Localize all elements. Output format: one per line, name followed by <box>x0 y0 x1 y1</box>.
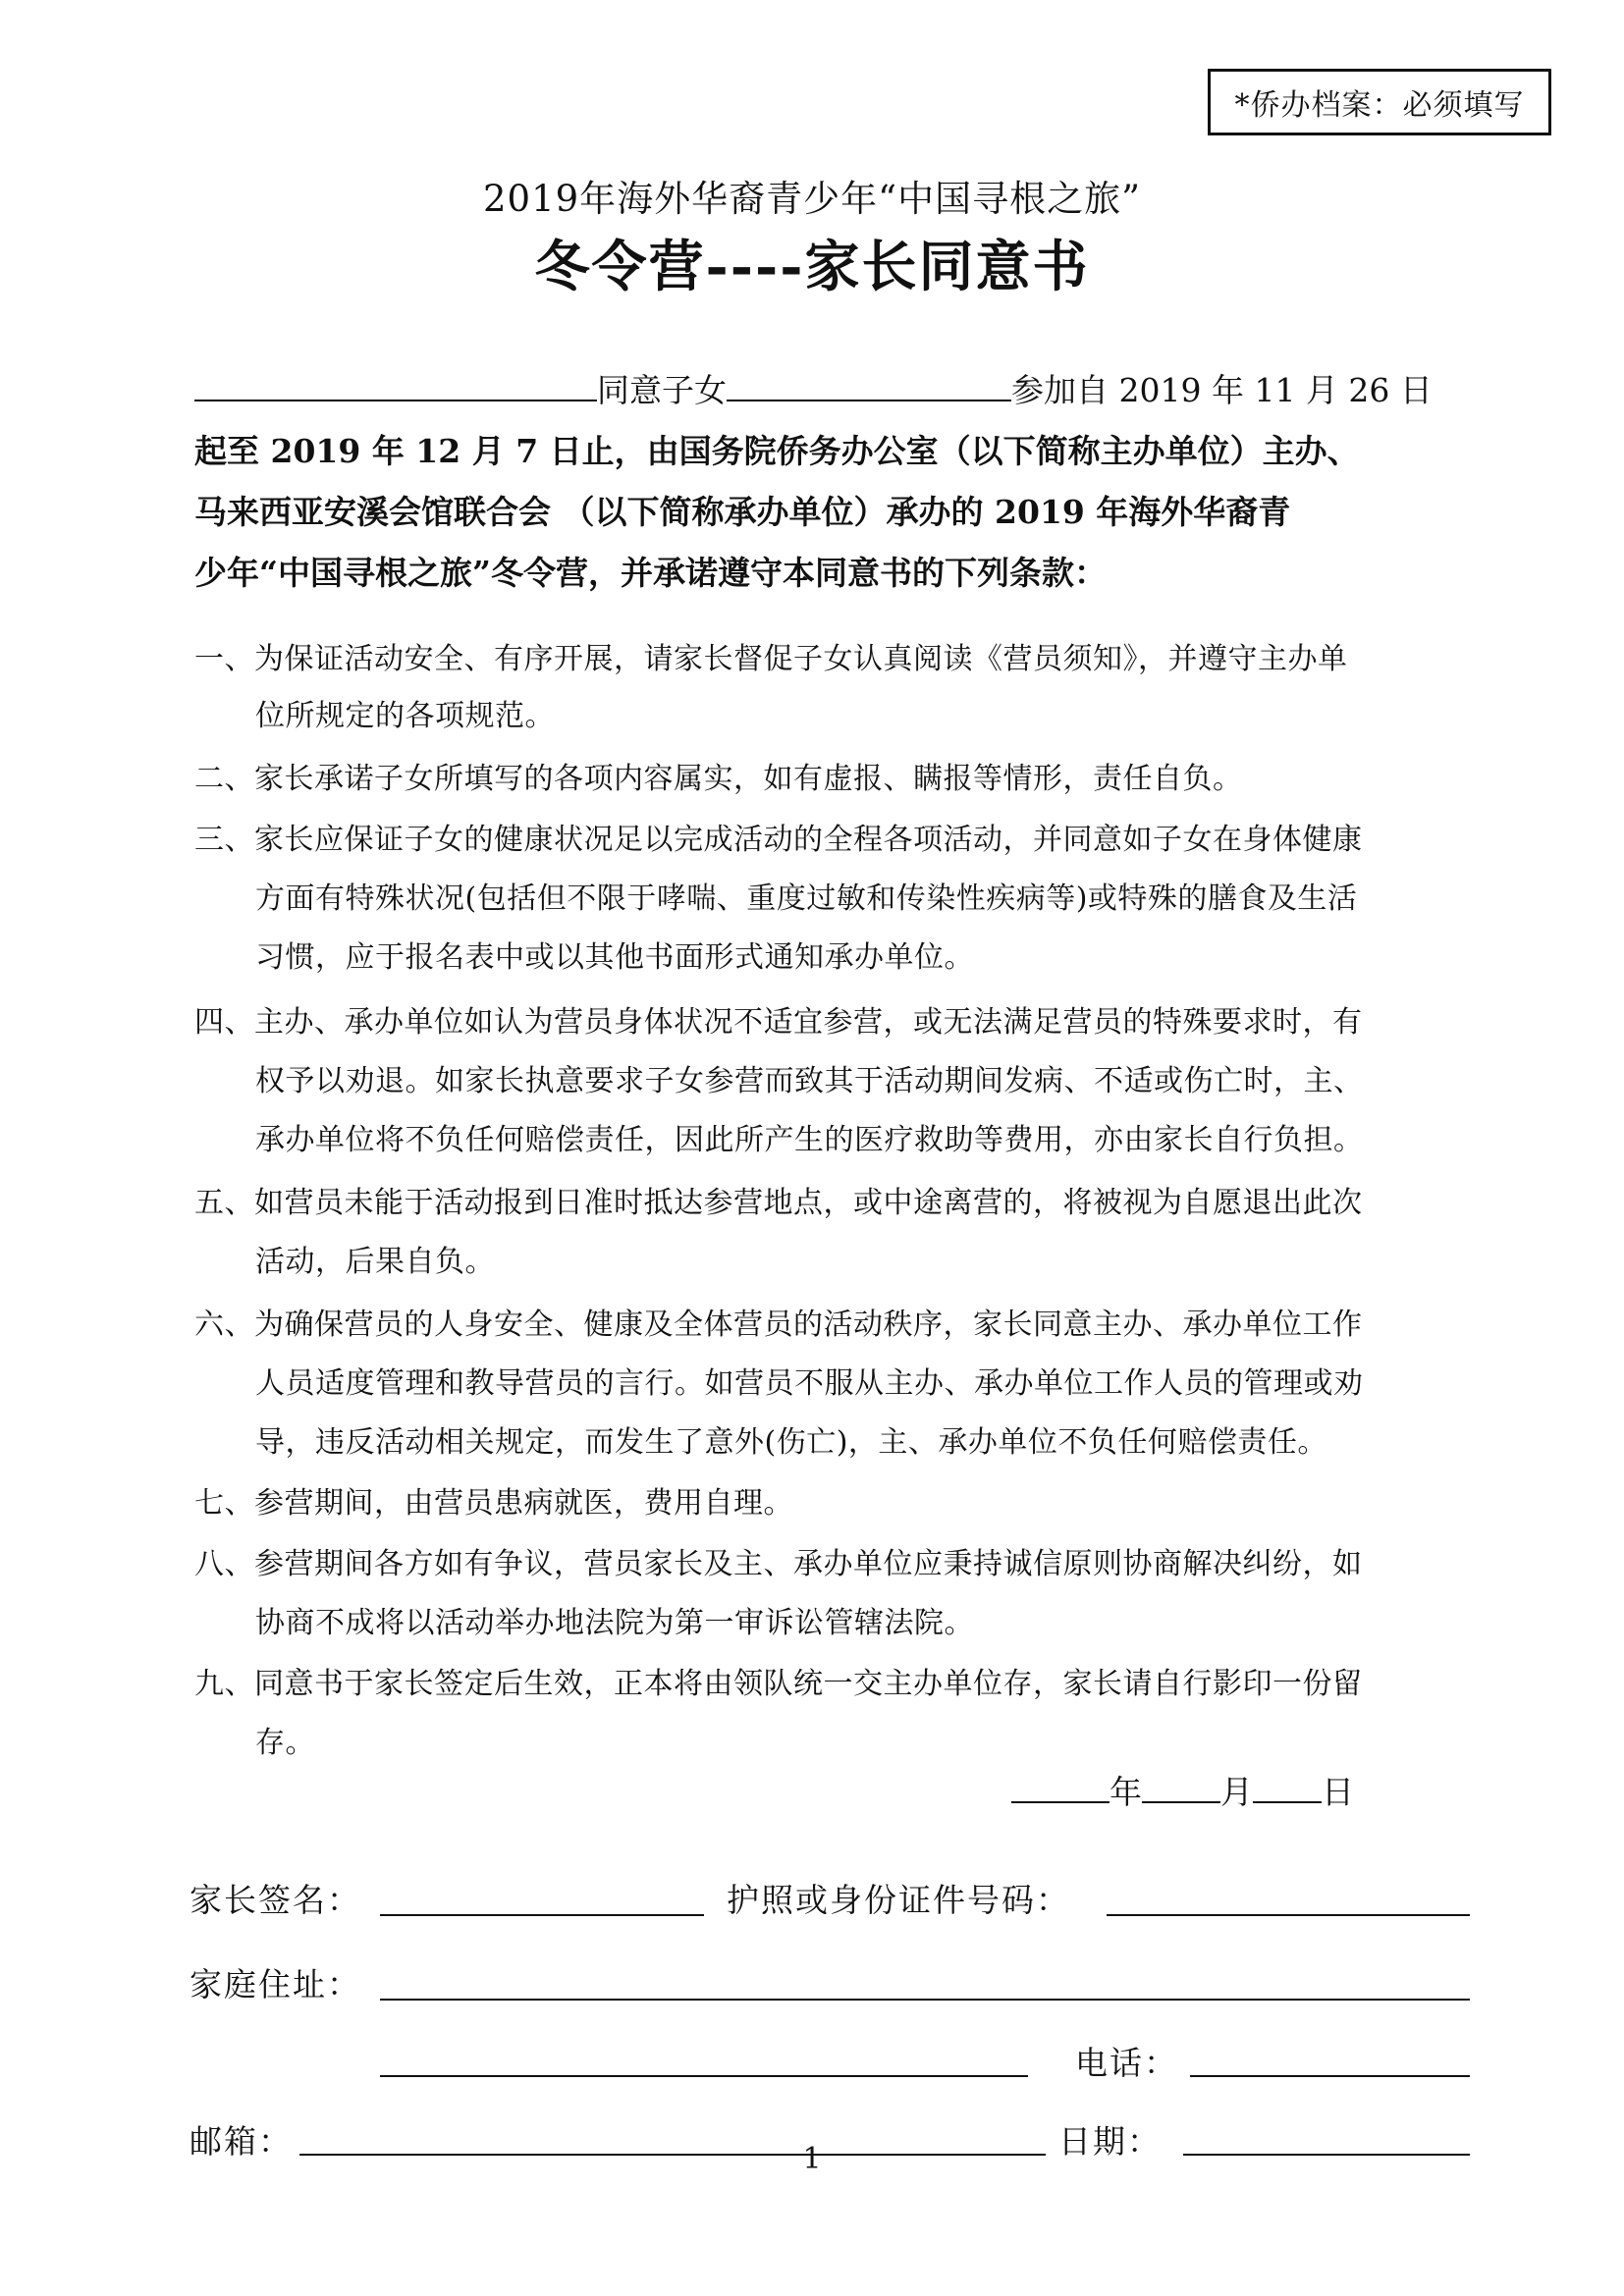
parent-signature-line[interactable] <box>380 1914 704 1916</box>
parent-name-blank[interactable] <box>194 366 597 401</box>
clause-3-line-1: 三、家长应保证子女的健康状况足以完成活动的全程各项活动，并同意如子女在身体健康 <box>194 823 1363 857</box>
year-label: 年 <box>1110 1773 1142 1811</box>
clause-1-line-1: 一、为保证活动安全、有序开展，请家长督促子女认真阅读《营员须知》，并遵守主办单 <box>194 642 1348 676</box>
intro-start-date-text: 参加自 2019 年 11 月 26 日 <box>1011 371 1433 409</box>
form-title-line1: 2019年海外华裔青少年“中国寻根之旅” <box>483 178 1141 220</box>
email-label: 邮箱： <box>189 2122 293 2161</box>
intro-line-2: 起至 2019 年 12 月 7 日止，由国务院侨务办公室（以下简称主办单位）主办、 <box>194 432 1360 470</box>
phone-line[interactable] <box>1190 2075 1470 2077</box>
form-title-line2: 冬令营----家长同意书 <box>534 235 1090 299</box>
clause-5-line-1: 五、如营员未能于活动报到日准时抵达参营地点，或中途离营的，将被视为自愿退出此次 <box>194 1186 1363 1220</box>
clause-1-line-2: 位所规定的各项规范。 <box>255 699 555 733</box>
clause-6-line-1: 六、为确保营员的人身安全、健康及全体营员的活动秩序，家长同意主办、承办单位工作 <box>194 1308 1363 1342</box>
intro-line-4: 少年“中国寻根之旅”冬令营，并承诺遵守本同意书的下列条款： <box>194 554 1107 592</box>
intro-consent-child-text: 同意子女 <box>597 371 727 409</box>
clause-9-line-2: 存。 <box>255 1726 315 1760</box>
day-label: 日 <box>1322 1773 1354 1811</box>
home-address-label: 家庭住址： <box>189 1965 361 2003</box>
clause-9-line-1: 九、同意书于家长签定后生效，正本将由领队统一交主办单位存，家长请自行影印一份留 <box>194 1667 1363 1701</box>
clause-4-line-3: 承办单位将不负任何赔偿责任，因此所产生的医疗救助等费用，亦由家长自行负担。 <box>255 1123 1364 1157</box>
signature-date-label: 日期： <box>1058 2122 1162 2161</box>
home-address-line-2[interactable] <box>380 2075 1028 2077</box>
clause-5-line-2: 活动，后果自负。 <box>255 1245 495 1279</box>
month-label: 月 <box>1220 1773 1253 1811</box>
clause-3-line-2: 方面有特殊状况(包括但不限于哮喘、重度过敏和传染性疾病等)或特殊的膳食及生活 <box>255 881 1358 916</box>
clause-6-line-2: 人员适度管理和教导营员的言行。如营员不服从主办、承办单位工作人员的管理或劝 <box>255 1366 1364 1401</box>
clause-2-line-1: 二、家长承诺子女所填写的各项内容属实，如有虚报、瞒报等情形，责任自负。 <box>194 762 1243 796</box>
clause-7-line-1: 七、参营期间，由营员患病就医，费用自理。 <box>194 1486 793 1521</box>
archive-required-box: *侨办档案：必须填写 <box>1208 69 1551 135</box>
passport-number-line[interactable] <box>1107 1914 1470 1916</box>
home-address-line-1[interactable] <box>380 1999 1470 2001</box>
clause-8-line-1: 八、参营期间各方如有争议，营员家长及主、承办单位应秉持诚信原则协商解决纠纷，如 <box>194 1547 1363 1581</box>
clause-4-line-2: 权予以劝退。如家长执意要求子女参营而致其于活动期间发病、不适或伤亡时，主、 <box>255 1064 1364 1098</box>
intro-line-1 <box>194 365 1433 411</box>
clause-6-line-3: 导，违反活动相关规定，而发生了意外(伤亡)，主、承办单位不负任何赔偿责任。 <box>255 1425 1327 1460</box>
month-blank[interactable] <box>1142 1768 1220 1803</box>
page-number: 1 <box>802 2142 822 2176</box>
clause-3-line-3: 习惯，应于报名表中或以其他书面形式通知承办单位。 <box>255 940 974 975</box>
date-row <box>1011 1767 1354 1813</box>
passport-label: 护照或身份证件号码： <box>727 1881 1070 1919</box>
intro-line-3: 马来西亚安溪会馆联合会 （以下简称承办单位）承办的 2019 年海外华裔青 <box>194 493 1291 531</box>
parent-signature-label: 家长签名： <box>189 1881 361 1919</box>
year-blank[interactable] <box>1011 1768 1110 1803</box>
phone-label: 电话： <box>1075 2044 1178 2082</box>
child-name-blank[interactable] <box>727 366 1011 401</box>
clause-4-line-1: 四、主办、承办单位如认为营员身体状况不适宜参营，或无法满足营员的特殊要求时，有 <box>194 1005 1363 1040</box>
clause-8-line-2: 协商不成将以活动举办地法院为第一审诉讼管辖法院。 <box>255 1606 974 1640</box>
day-blank[interactable] <box>1253 1768 1322 1803</box>
